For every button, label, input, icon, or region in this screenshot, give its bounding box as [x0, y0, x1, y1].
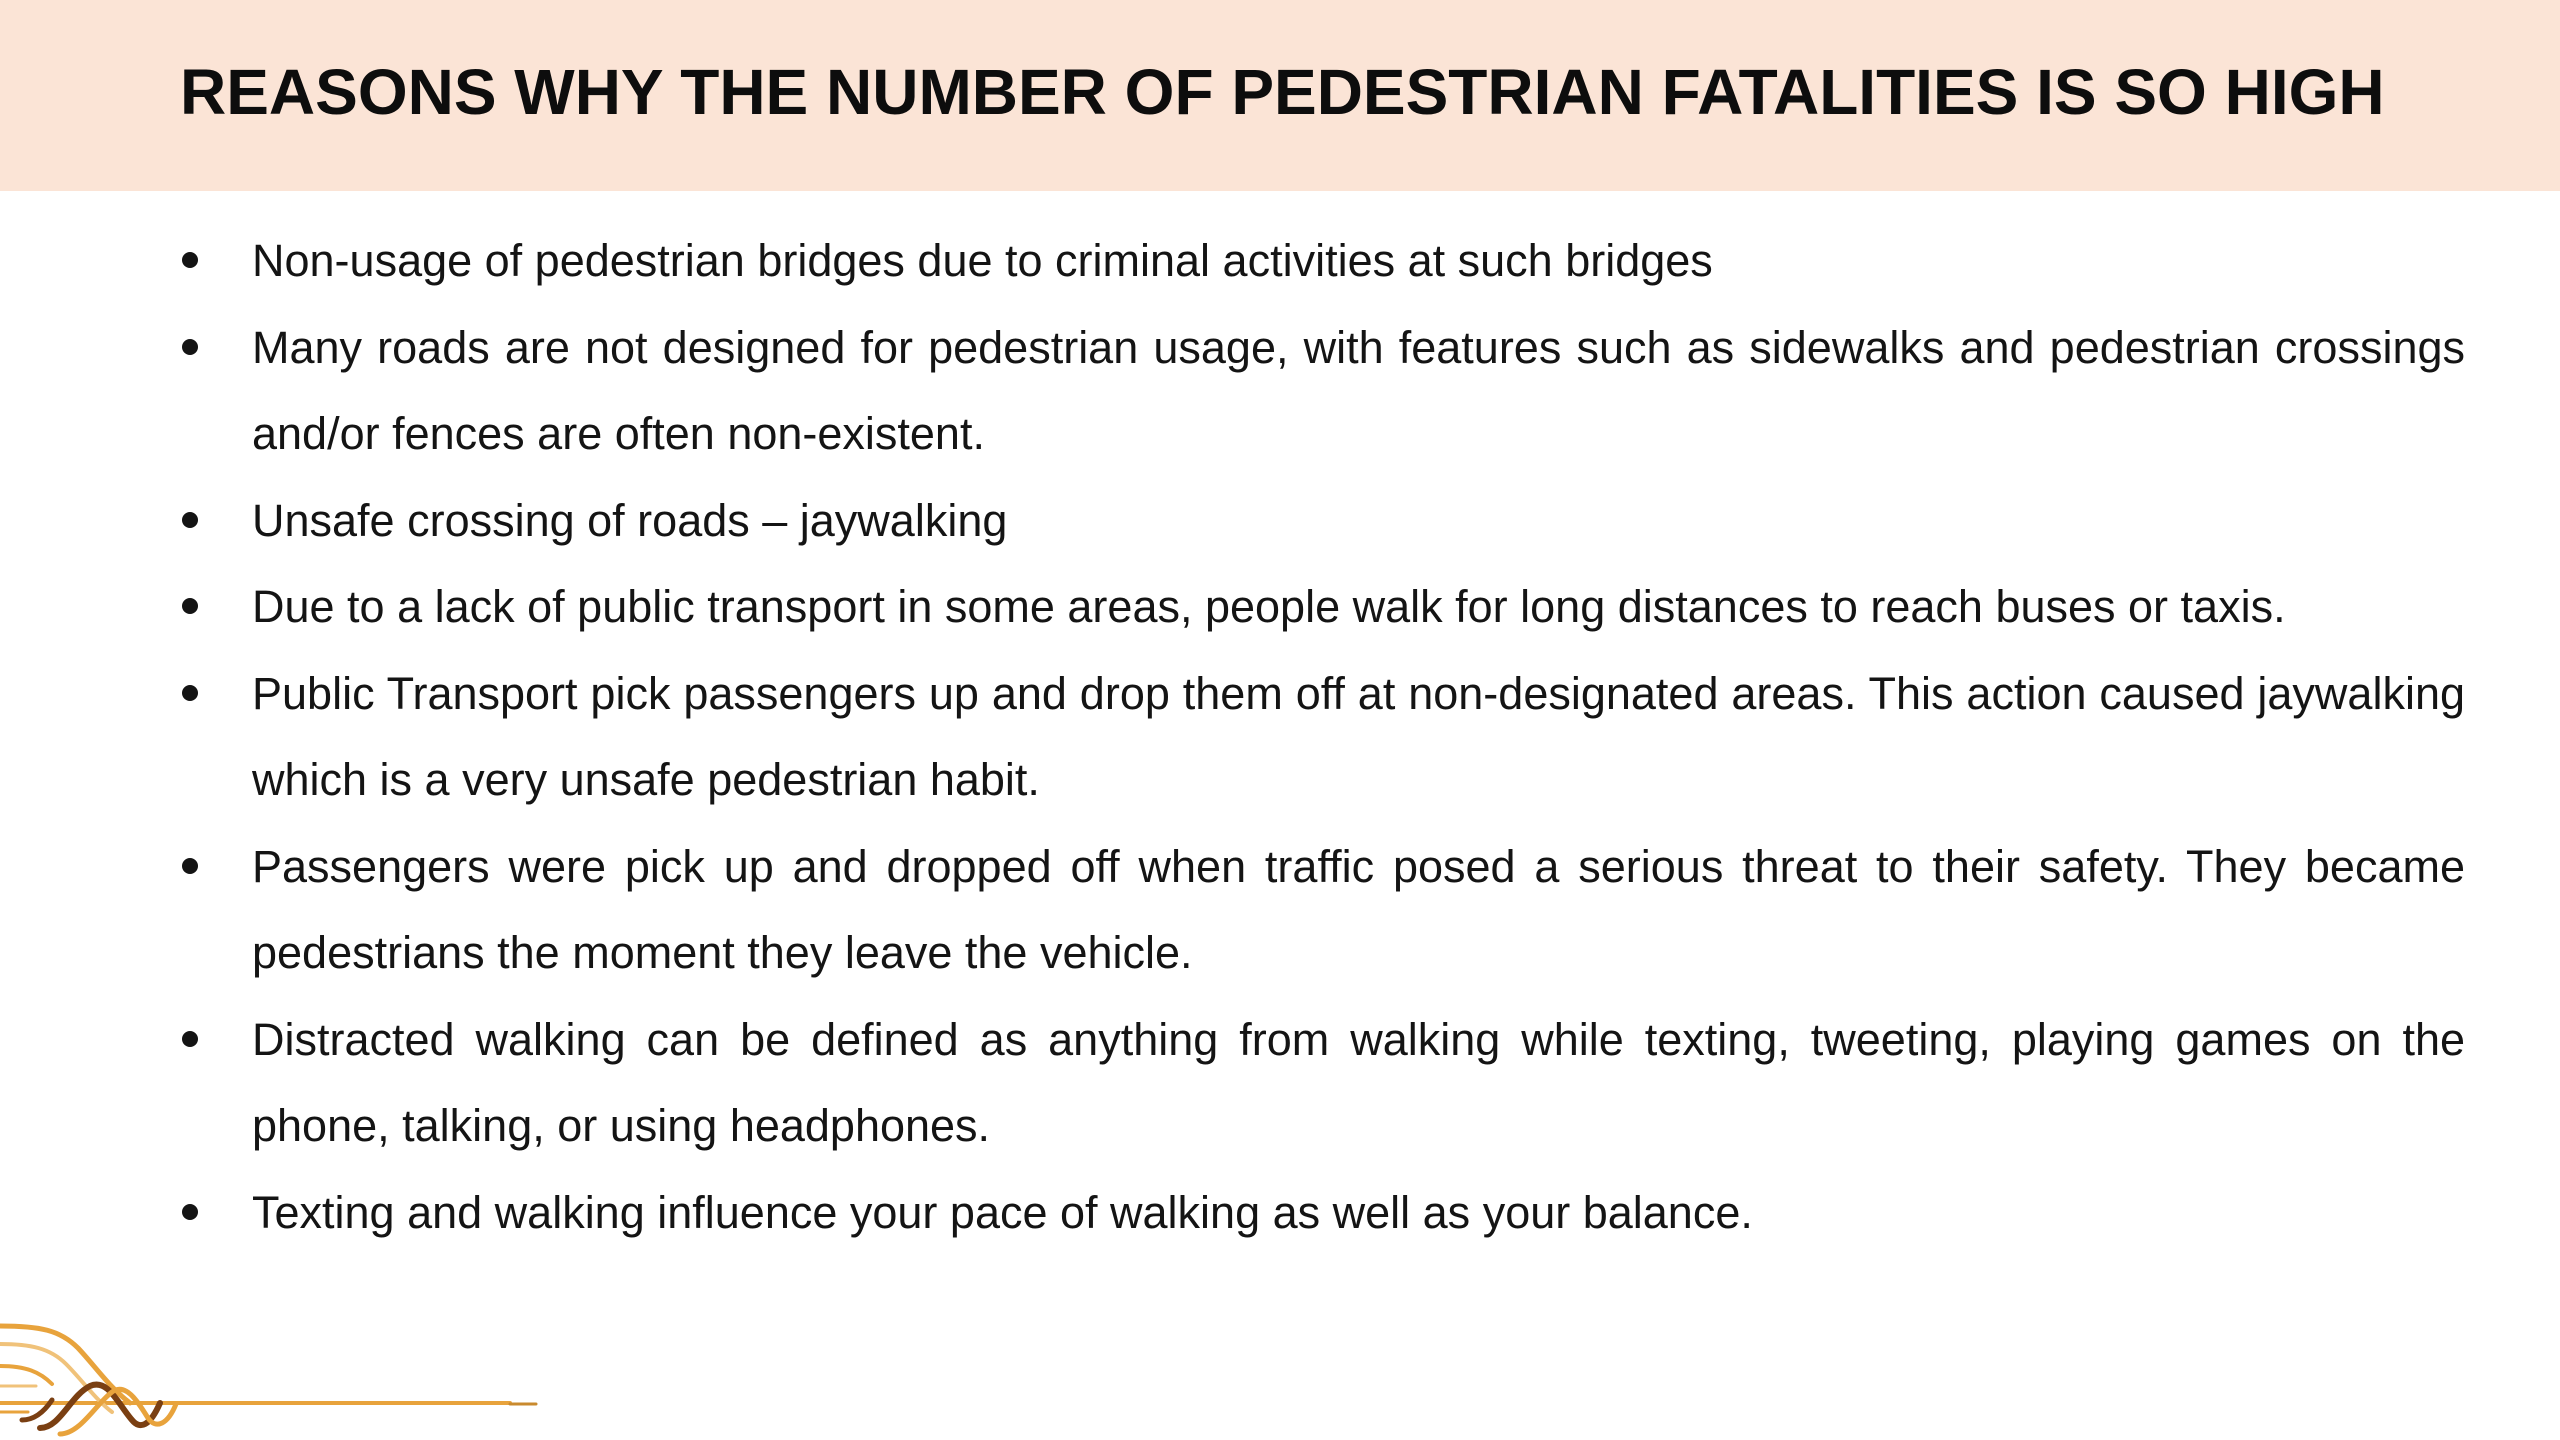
list-item	[252, 651, 2465, 824]
list-item	[252, 305, 2465, 478]
bullet-icon	[182, 598, 198, 614]
list-item	[252, 824, 2465, 997]
list-item-text: Texting and walking influence your pace of walking as well as your balance.	[252, 1186, 1753, 1238]
reasons-list	[252, 218, 2465, 1256]
list-item-text: Many roads are not designed for pedestrian usage, with features such as sidewalks and pedestrian crossings and/or fences are often non-existent.	[252, 321, 2465, 459]
list-item	[252, 997, 2465, 1170]
list-item-text: Non-usage of pedestrian bridges due to criminal activities at such bridges	[252, 235, 1713, 286]
road-lines-logo-icon	[0, 1308, 560, 1440]
list-item-text: Public Transport pick passengers up and drop them off at non-designated areas. This action caused jaywalking which is a very unsafe pedestrian habit.	[252, 667, 2465, 805]
list-item	[252, 564, 2465, 651]
list-item-text: Due to a lack of public transport in some areas, people walk for long distances to reach buses or taxis.	[252, 581, 2286, 632]
list-item-text: Unsafe crossing of roads – jaywalking	[252, 494, 1008, 546]
slide-title: REASONS WHY THE NUMBER OF PEDESTRIAN FATALITIES IS SO HIGH	[180, 56, 2385, 128]
bullet-icon	[182, 252, 198, 268]
list-item	[252, 478, 2465, 565]
bullet-icon	[182, 1031, 198, 1047]
list-item	[252, 1170, 2465, 1257]
bullet-icon	[182, 858, 198, 874]
bullet-icon	[182, 339, 198, 355]
list-item	[252, 218, 2465, 305]
list-item-text: Passengers were pick up and dropped off when traffic posed a serious threat to their safety. They became pedestrians the moment they leave the vehicle.	[252, 840, 2465, 978]
bullet-icon	[182, 685, 198, 701]
bullet-icon	[182, 512, 198, 528]
bullet-icon	[182, 1204, 198, 1220]
list-item-text: Distracted walking can be defined as anything from walking while texting, tweeting, playing games on the phone, talking, or using headphones.	[252, 1013, 2465, 1151]
